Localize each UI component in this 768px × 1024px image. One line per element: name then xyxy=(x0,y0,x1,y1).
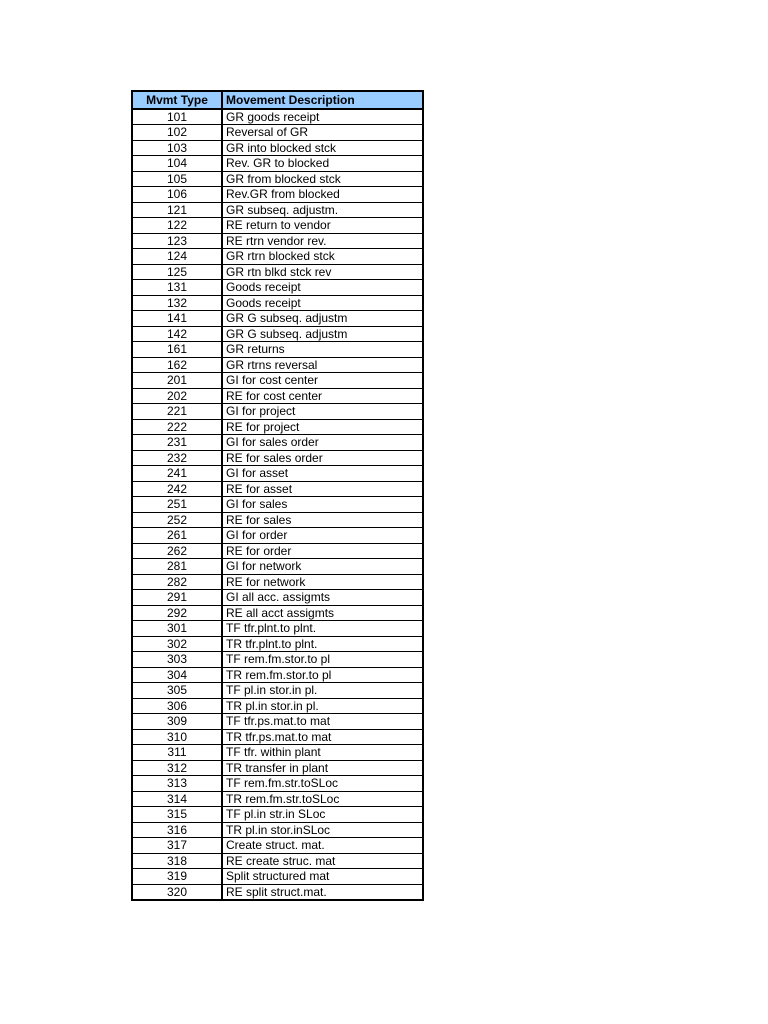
movement-description-cell: TR transfer in plant xyxy=(222,760,423,776)
table-row xyxy=(132,264,423,280)
movement-description-cell: RE for network xyxy=(222,574,423,590)
movement-description-cell: TR tfr.plnt.to plnt. xyxy=(222,636,423,652)
movement-description-cell: GR rtrns reversal xyxy=(222,357,423,373)
movement-description-cell: TF tfr. within plant xyxy=(222,745,423,761)
mvmt-type-cell: 101 xyxy=(132,109,222,125)
movement-description-cell: Goods receipt xyxy=(222,280,423,296)
table-row xyxy=(132,543,423,559)
table-row xyxy=(132,187,423,203)
movement-description-cell: GI for asset xyxy=(222,466,423,482)
movement-description-cell: TF tfr.plnt.to plnt. xyxy=(222,621,423,637)
mvmt-type-cell: 121 xyxy=(132,202,222,218)
movement-description-cell: GR goods receipt xyxy=(222,109,423,125)
movement-description-cell: GR rtn blkd stck rev xyxy=(222,264,423,280)
mvmt-type-cell: 221 xyxy=(132,404,222,420)
movement-description-cell: GR into blocked stck xyxy=(222,140,423,156)
table-row xyxy=(132,280,423,296)
mvmt-type-cell: 309 xyxy=(132,714,222,730)
table-row xyxy=(132,435,423,451)
table-row xyxy=(132,140,423,156)
movement-type-sheet xyxy=(131,90,424,901)
table-row xyxy=(132,357,423,373)
table-row xyxy=(132,249,423,265)
table-row xyxy=(132,760,423,776)
table-row xyxy=(132,807,423,823)
movement-description-cell: TF rem.fm.stor.to pl xyxy=(222,652,423,668)
mvmt-type-cell: 241 xyxy=(132,466,222,482)
table-row xyxy=(132,218,423,234)
mvmt-type-cell: 303 xyxy=(132,652,222,668)
table-row xyxy=(132,466,423,482)
movement-description-cell: Goods receipt xyxy=(222,295,423,311)
movement-description-cell: RE for sales order xyxy=(222,450,423,466)
mvmt-type-cell: 125 xyxy=(132,264,222,280)
table-row xyxy=(132,326,423,342)
movement-description-cell: TF pl.in stor.in pl. xyxy=(222,683,423,699)
table-row xyxy=(132,404,423,420)
movement-description-cell: GI for network xyxy=(222,559,423,575)
table-row xyxy=(132,342,423,358)
table-row xyxy=(132,419,423,435)
mvmt-type-cell: 262 xyxy=(132,543,222,559)
mvmt-type-cell: 312 xyxy=(132,760,222,776)
table-row xyxy=(132,373,423,389)
movement-description-cell: GI all acc. assigmts xyxy=(222,590,423,606)
table-row xyxy=(132,450,423,466)
table-row xyxy=(132,869,423,885)
mvmt-type-cell: 222 xyxy=(132,419,222,435)
table-row xyxy=(132,884,423,900)
mvmt-type-cell: 105 xyxy=(132,171,222,187)
table-row xyxy=(132,559,423,575)
mvmt-type-cell: 102 xyxy=(132,125,222,141)
mvmt-type-cell: 281 xyxy=(132,559,222,575)
mvmt-type-cell: 122 xyxy=(132,218,222,234)
table-row xyxy=(132,388,423,404)
movement-description-cell: TR pl.in stor.inSLoc xyxy=(222,822,423,838)
mvmt-type-cell: 304 xyxy=(132,667,222,683)
mvmt-type-cell: 232 xyxy=(132,450,222,466)
table-row xyxy=(132,109,423,125)
movement-description-cell: GI for order xyxy=(222,528,423,544)
mvmt-type-cell: 301 xyxy=(132,621,222,637)
movement-description-cell: RE for project xyxy=(222,419,423,435)
table-row xyxy=(132,156,423,172)
mvmt-type-cell: 282 xyxy=(132,574,222,590)
movement-description-cell: RE create struc. mat xyxy=(222,853,423,869)
movement-description-cell: RE for sales xyxy=(222,512,423,528)
movement-description-cell: Reversal of GR xyxy=(222,125,423,141)
mvmt-type-cell: 318 xyxy=(132,853,222,869)
mvmt-type-cell: 291 xyxy=(132,590,222,606)
movement-description-cell: TR rem.fm.stor.to pl xyxy=(222,667,423,683)
table-row xyxy=(132,853,423,869)
header-movement-description: Movement Description xyxy=(222,91,423,109)
movement-description-cell: GR rtrn blocked stck xyxy=(222,249,423,265)
table-row xyxy=(132,171,423,187)
movement-description-cell: Rev.GR from blocked xyxy=(222,187,423,203)
mvmt-type-cell: 106 xyxy=(132,187,222,203)
movement-description-cell: GI for sales xyxy=(222,497,423,513)
table-row xyxy=(132,233,423,249)
movement-description-cell: RE rtrn vendor rev. xyxy=(222,233,423,249)
movement-description-cell: GR G subseq. adjustm xyxy=(222,311,423,327)
mvmt-type-cell: 141 xyxy=(132,311,222,327)
header-row xyxy=(132,91,423,109)
movement-description-cell: TF pl.in str.in SLoc xyxy=(222,807,423,823)
movement-description-cell: GR from blocked stck xyxy=(222,171,423,187)
mvmt-type-cell: 320 xyxy=(132,884,222,900)
mvmt-type-cell: 302 xyxy=(132,636,222,652)
movement-description-cell: TF tfr.ps.mat.to mat xyxy=(222,714,423,730)
mvmt-type-cell: 142 xyxy=(132,326,222,342)
movement-description-cell: Split structured mat xyxy=(222,869,423,885)
movement-description-cell: RE for cost center xyxy=(222,388,423,404)
movement-description-cell: TF rem.fm.str.toSLoc xyxy=(222,776,423,792)
table-row xyxy=(132,652,423,668)
movement-description-cell: RE all acct assigmts xyxy=(222,605,423,621)
table-row xyxy=(132,605,423,621)
mvmt-type-cell: 202 xyxy=(132,388,222,404)
mvmt-type-cell: 242 xyxy=(132,481,222,497)
mvmt-type-cell: 231 xyxy=(132,435,222,451)
movement-type-table xyxy=(131,90,424,901)
table-row xyxy=(132,125,423,141)
mvmt-type-cell: 314 xyxy=(132,791,222,807)
table-row xyxy=(132,636,423,652)
mvmt-type-cell: 310 xyxy=(132,729,222,745)
table-row xyxy=(132,745,423,761)
table-row xyxy=(132,791,423,807)
mvmt-type-cell: 305 xyxy=(132,683,222,699)
table-row xyxy=(132,202,423,218)
table-row xyxy=(132,838,423,854)
movement-description-cell: GI for cost center xyxy=(222,373,423,389)
mvmt-type-cell: 131 xyxy=(132,280,222,296)
movement-description-cell: GI for sales order xyxy=(222,435,423,451)
movement-description-cell: RE split struct.mat. xyxy=(222,884,423,900)
table-row xyxy=(132,698,423,714)
table-row xyxy=(132,295,423,311)
table-row xyxy=(132,574,423,590)
table-row xyxy=(132,714,423,730)
movement-description-cell: TR tfr.ps.mat.to mat xyxy=(222,729,423,745)
mvmt-type-cell: 252 xyxy=(132,512,222,528)
mvmt-type-cell: 201 xyxy=(132,373,222,389)
mvmt-type-cell: 313 xyxy=(132,776,222,792)
table-row xyxy=(132,729,423,745)
table-row xyxy=(132,776,423,792)
mvmt-type-cell: 123 xyxy=(132,233,222,249)
movement-description-cell: Rev. GR to blocked xyxy=(222,156,423,172)
table-row xyxy=(132,528,423,544)
movement-description-cell: TR pl.in stor.in pl. xyxy=(222,698,423,714)
mvmt-type-cell: 104 xyxy=(132,156,222,172)
table-row xyxy=(132,512,423,528)
mvmt-type-cell: 319 xyxy=(132,869,222,885)
table-row xyxy=(132,822,423,838)
header-mvmt-type: Mvmt Type xyxy=(132,91,222,109)
mvmt-type-cell: 317 xyxy=(132,838,222,854)
movement-description-cell: GR G subseq. adjustm xyxy=(222,326,423,342)
table-row xyxy=(132,481,423,497)
movement-description-cell: GR returns xyxy=(222,342,423,358)
table-row xyxy=(132,667,423,683)
table-row xyxy=(132,497,423,513)
mvmt-type-cell: 103 xyxy=(132,140,222,156)
mvmt-type-cell: 124 xyxy=(132,249,222,265)
mvmt-type-cell: 316 xyxy=(132,822,222,838)
movement-description-cell: GI for project xyxy=(222,404,423,420)
mvmt-type-cell: 132 xyxy=(132,295,222,311)
mvmt-type-cell: 311 xyxy=(132,745,222,761)
mvmt-type-cell: 261 xyxy=(132,528,222,544)
table-row xyxy=(132,683,423,699)
table-row xyxy=(132,590,423,606)
table-row xyxy=(132,621,423,637)
movement-description-cell: RE return to vendor xyxy=(222,218,423,234)
mvmt-type-cell: 306 xyxy=(132,698,222,714)
movement-description-cell: GR subseq. adjustm. xyxy=(222,202,423,218)
mvmt-type-cell: 162 xyxy=(132,357,222,373)
table-body xyxy=(132,109,423,901)
movement-description-cell: RE for order xyxy=(222,543,423,559)
table-row xyxy=(132,311,423,327)
mvmt-type-cell: 161 xyxy=(132,342,222,358)
movement-description-cell: TR rem.fm.str.toSLoc xyxy=(222,791,423,807)
movement-description-cell: RE for asset xyxy=(222,481,423,497)
movement-description-cell: Create struct. mat. xyxy=(222,838,423,854)
mvmt-type-cell: 251 xyxy=(132,497,222,513)
mvmt-type-cell: 292 xyxy=(132,605,222,621)
mvmt-type-cell: 315 xyxy=(132,807,222,823)
